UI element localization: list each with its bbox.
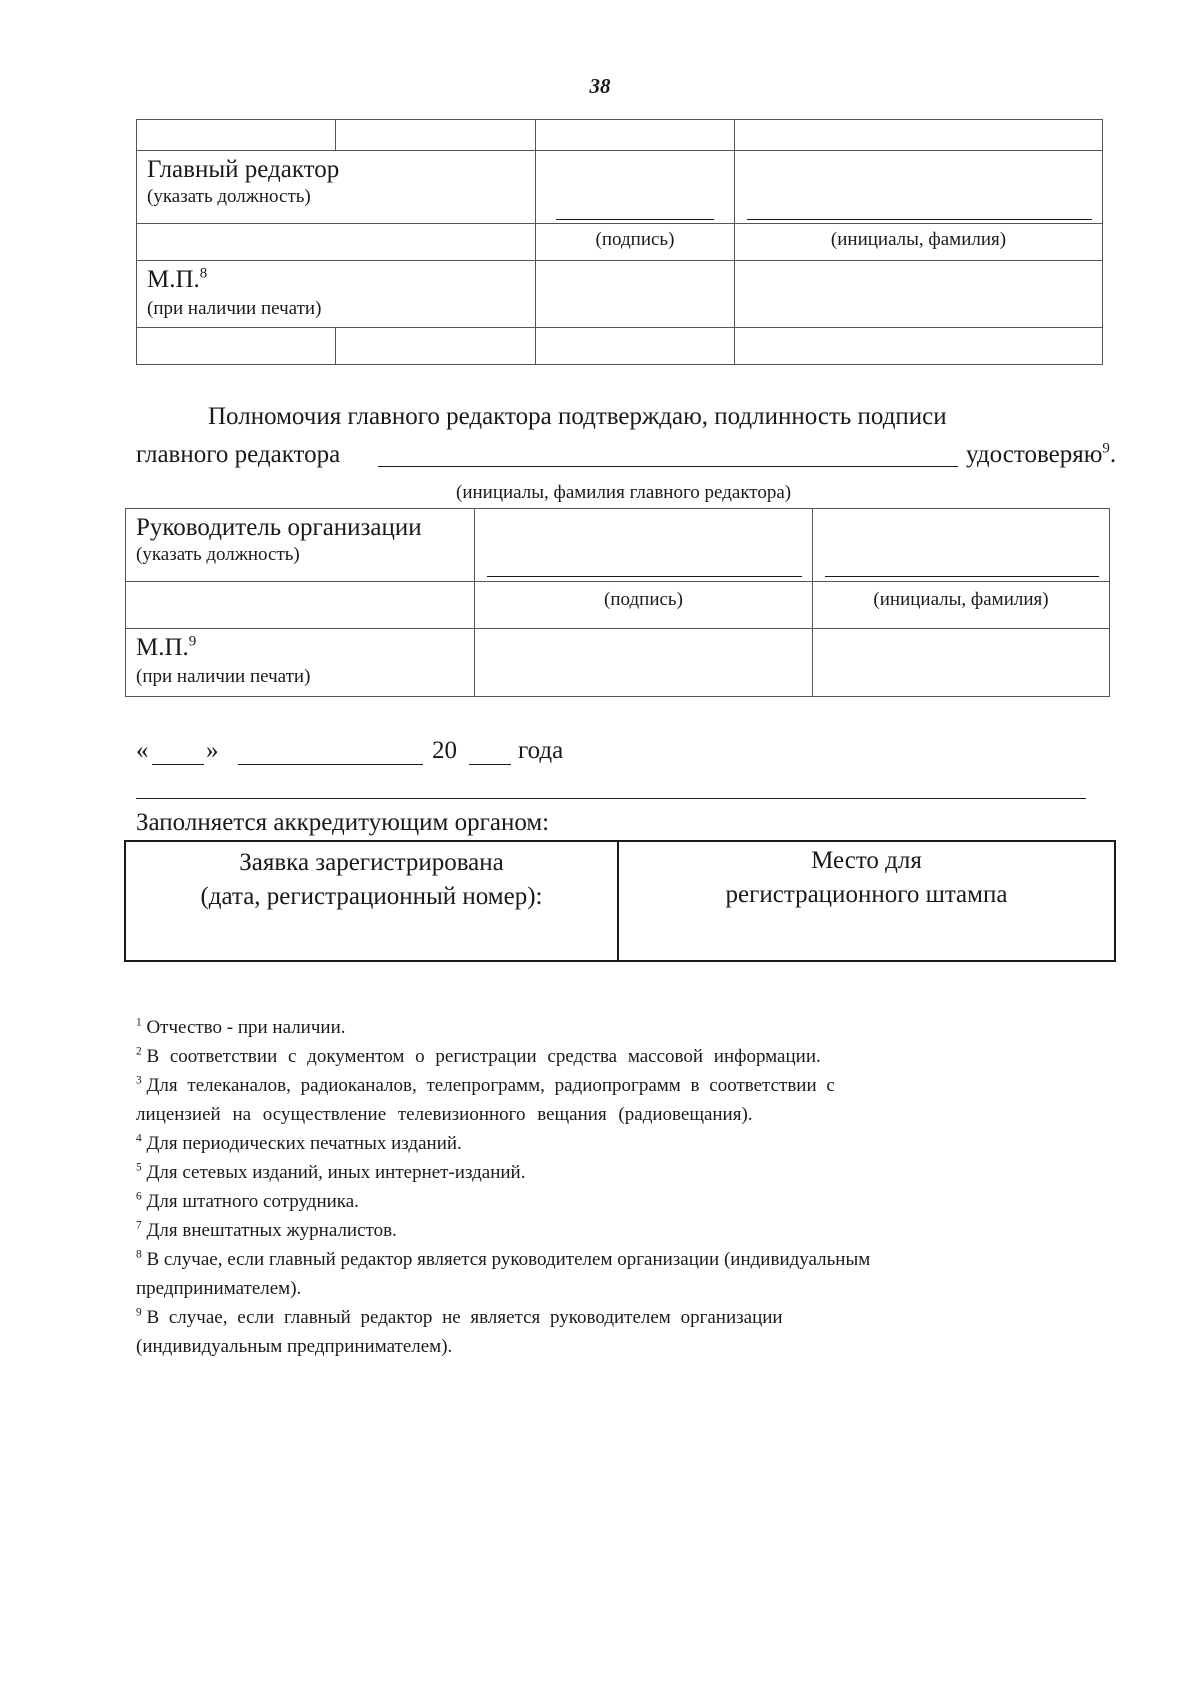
date-month-blank[interactable] <box>238 764 423 765</box>
head-signature-table <box>125 508 1110 697</box>
footnote-item: $^7$ Для внештатных журналистов. <box>136 1219 397 1241</box>
editor-seal-label: М.П. <box>147 266 200 293</box>
date-line <box>136 736 736 770</box>
editor-signature-label: (подпись) <box>536 224 735 261</box>
registration-hint: (дата, регистрационный номер): <box>200 883 543 910</box>
editor-name-blank[interactable] <box>378 466 958 467</box>
confirmation-line-2-dot: . <box>1109 441 1117 468</box>
accreditation-table <box>124 840 1116 962</box>
editor-seal-hint: (при наличии печати) <box>147 298 322 319</box>
confirmation-line-2-end: удостоверяю <box>966 441 1103 468</box>
editor-signature-table <box>136 119 1103 365</box>
footnote-item-continued: (индивидуальным предпринимателем). <box>136 1336 453 1357</box>
footnote-item: $^2$ В соответствии с документом о регистрации средства массовой информации. <box>136 1045 821 1067</box>
footnote-item: $^4$ Для периодических печатных изданий. <box>136 1132 462 1154</box>
registration-label: Заявка зарегистрирована <box>239 849 504 876</box>
head-title: Руководитель организации <box>136 514 422 541</box>
date-close-quote: » <box>206 737 219 764</box>
confirmation-line-2 <box>136 440 340 470</box>
editor-seal-footnote-ref: 8 <box>199 265 208 282</box>
footnote-item: $^1$ Отчество - при наличии. <box>136 1016 346 1038</box>
editor-name-field[interactable] <box>735 151 1103 224</box>
footnote-item: $^5$ Для сетевых изданий, иных интернет-изданий. <box>136 1161 526 1183</box>
date-century: 20 <box>432 737 457 764</box>
footnote-item-continued: лицензией на осуществление телевизионного вещания (радиовещания). <box>136 1104 753 1125</box>
head-seal-footnote-ref: 9 <box>188 633 197 650</box>
footnote-item-continued: предпринимателем). <box>136 1278 302 1299</box>
confirmation-line-2-start: главного редактора <box>136 441 341 468</box>
stamp-cell[interactable] <box>618 841 1115 961</box>
page-number: 38 <box>589 74 611 98</box>
head-seal-hint: (при наличии печати) <box>136 666 311 687</box>
head-signature-field[interactable] <box>475 509 813 582</box>
editor-title-cell <box>137 151 536 224</box>
editor-title: Главный редактор <box>147 156 340 183</box>
editor-signature-field[interactable] <box>536 151 735 224</box>
footnote-item: $^6$ Для штатного сотрудника. <box>136 1190 359 1212</box>
date-open-quote: « <box>136 737 149 764</box>
head-seal-cell <box>126 629 475 697</box>
date-day-blank[interactable] <box>152 764 204 765</box>
date-year-blank[interactable] <box>469 764 511 765</box>
head-position-hint: (указать должность) <box>136 544 300 565</box>
editor-seal-cell <box>137 261 536 328</box>
footnote-item: $^8$ В случае, если главный редактор является руководителем организации (индивидуальным <box>136 1248 871 1270</box>
footnote-item: $^9$ В случае, если главный редактор не является руководителем организации <box>136 1306 783 1328</box>
confirmation-footnote-ref: 9 <box>1102 440 1110 457</box>
head-seal-label: М.П. <box>136 634 189 661</box>
editor-position-hint: (указать должность) <box>147 186 311 207</box>
head-signature-label: (подпись) <box>475 582 813 629</box>
head-name-field[interactable] <box>813 509 1110 582</box>
confirmation-line-1: Полномочия главного редактора подтверждаю, подлинность подписи <box>208 403 947 430</box>
footnotes <box>136 1013 1096 1361</box>
separator-line <box>136 798 1086 799</box>
stamp-label-line1: Место для <box>811 847 922 874</box>
stamp-label-line2: регистрационного штампа <box>725 881 1008 908</box>
head-title-cell <box>126 509 475 582</box>
registration-cell[interactable] <box>125 841 618 961</box>
accreditation-heading: Заполняется аккредитующим органом: <box>136 809 550 836</box>
head-name-label: (инициалы, фамилия) <box>813 582 1110 629</box>
footnote-item: $^3$ Для телеканалов, радиоканалов, телепрограмм, радиопрограмм в соответствии с <box>136 1074 835 1096</box>
date-year-word: года <box>518 737 564 764</box>
editor-name-label: (инициалы, фамилия) <box>735 224 1103 261</box>
confirmation-caption: (инициалы, фамилия главного редактора) <box>456 482 792 503</box>
